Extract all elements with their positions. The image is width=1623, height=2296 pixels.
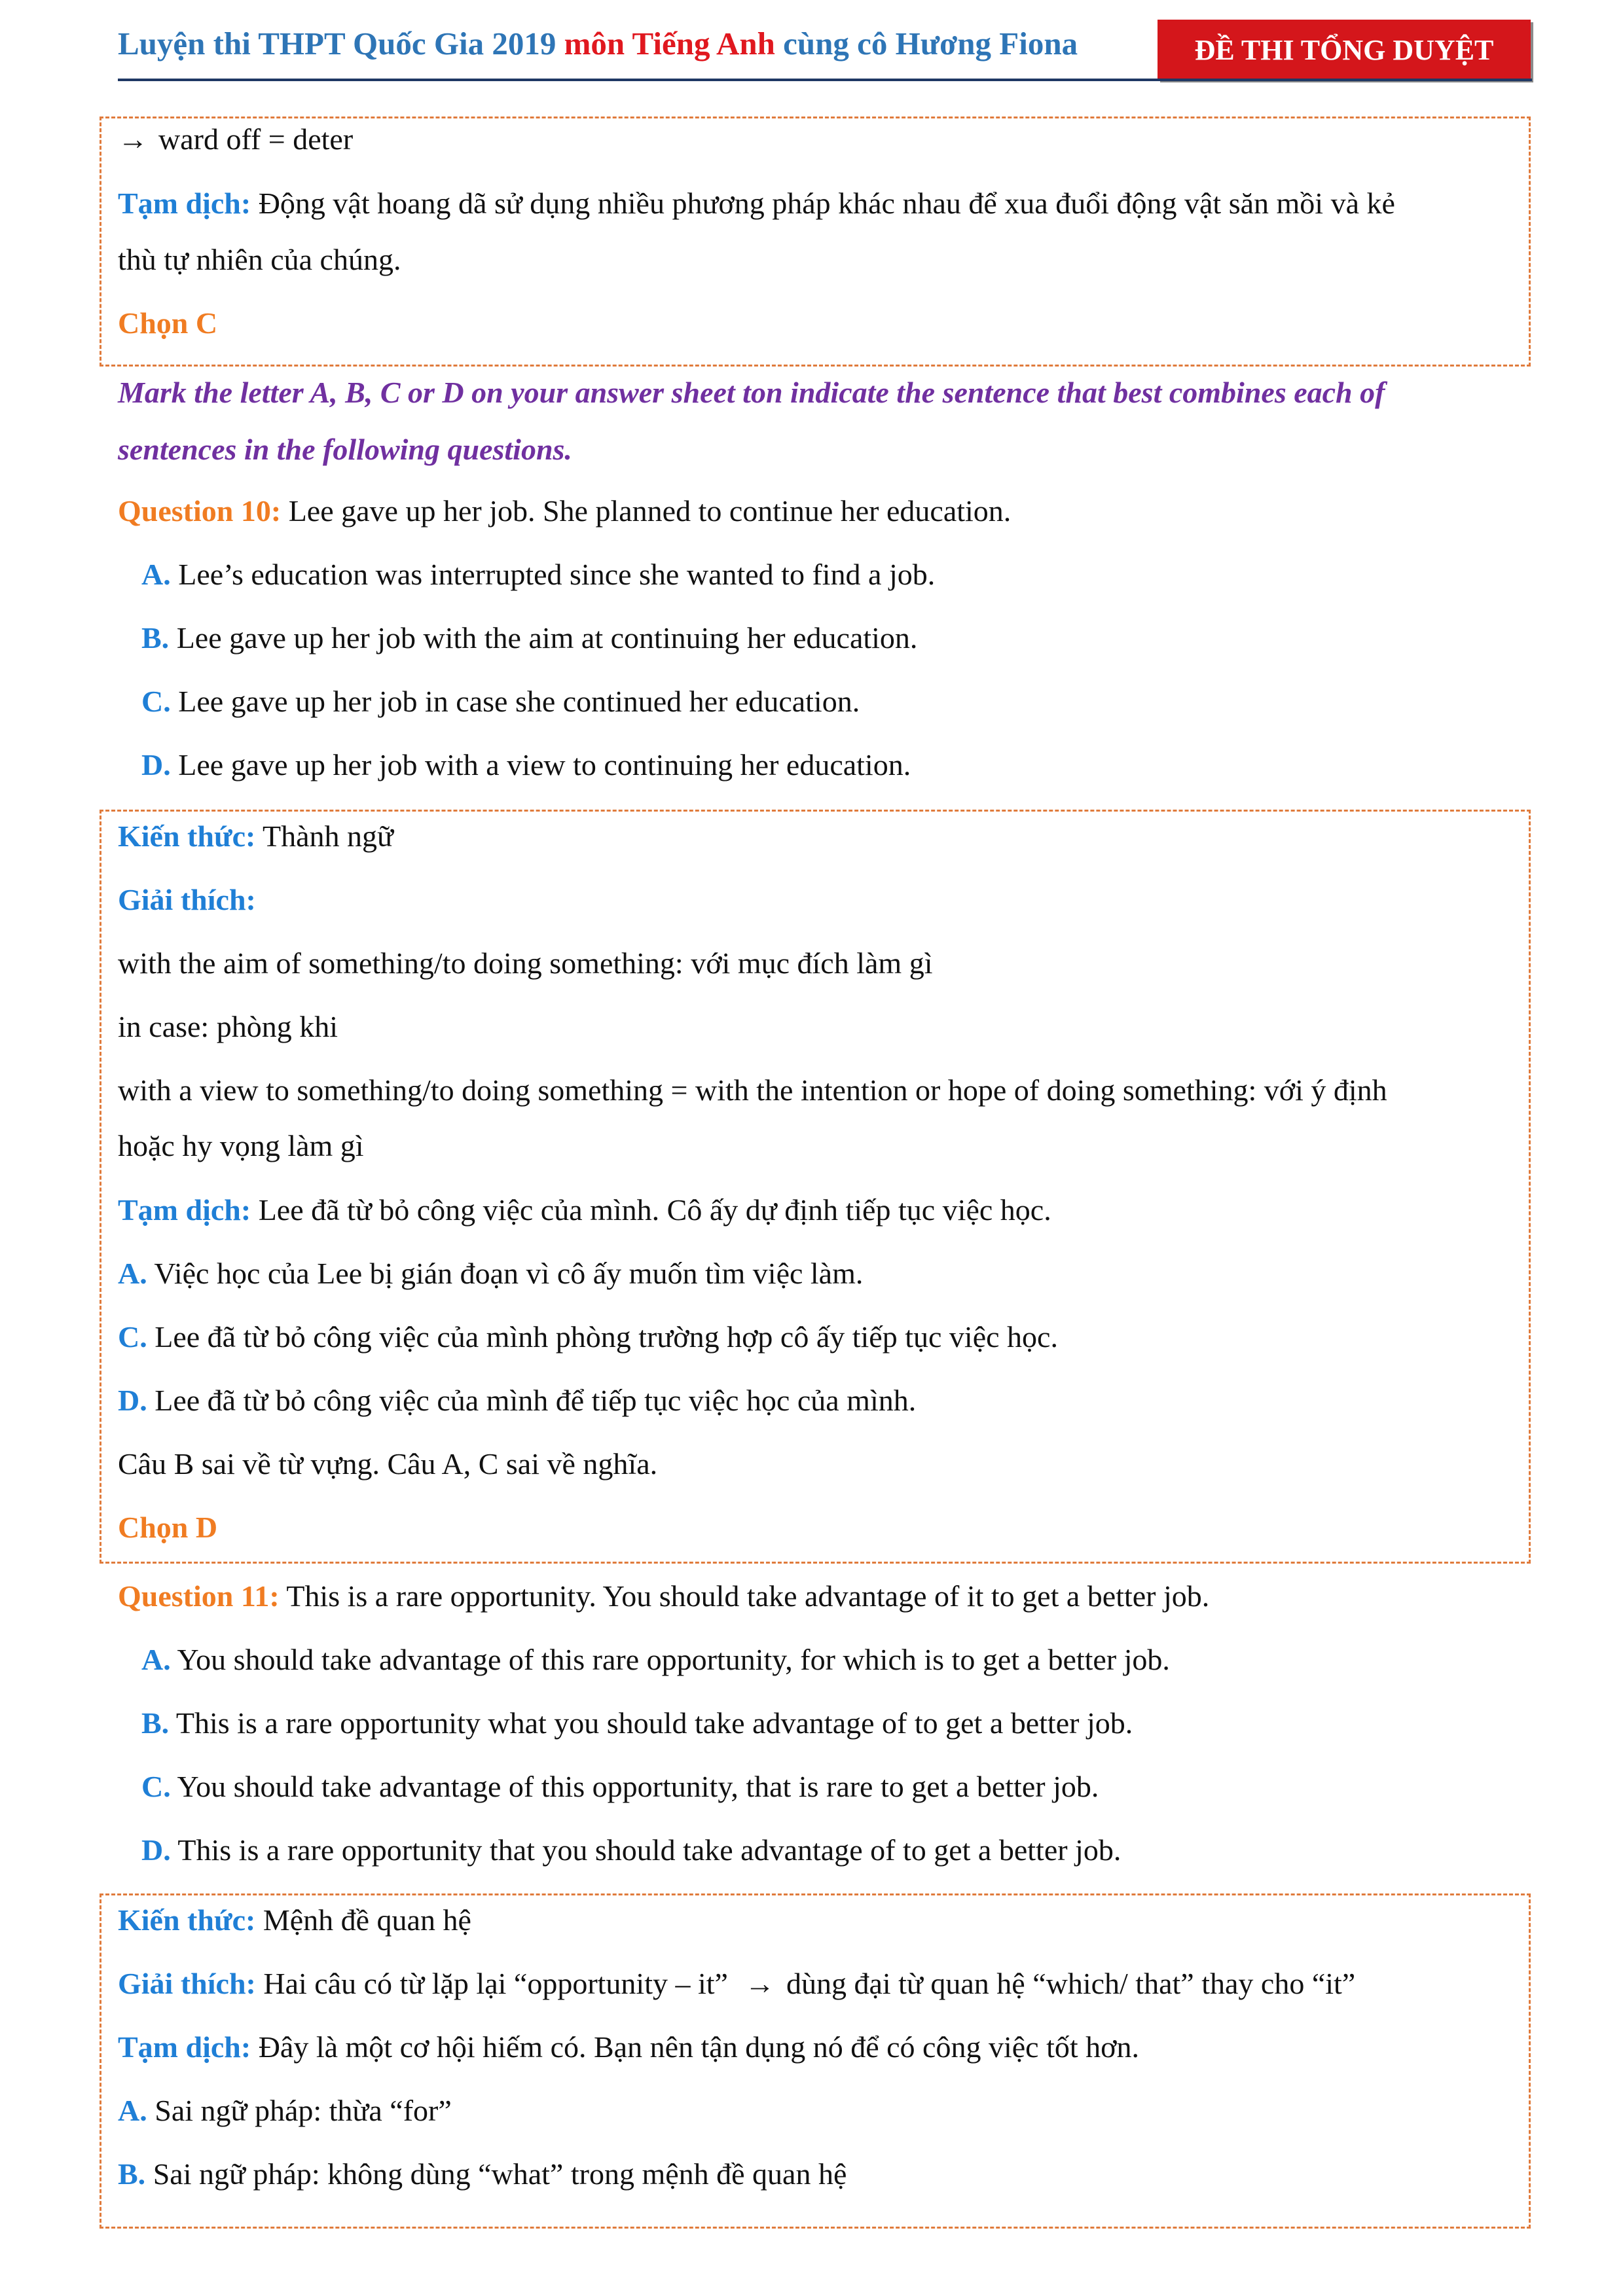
giai-thich-text-a: Hai câu có từ lặp lại “opportunity – it”	[255, 1967, 736, 2000]
q10-kien-thuc	[118, 817, 393, 855]
q10-giai-thich-label: Giải thích:	[118, 883, 256, 916]
exam-badge: ĐỀ THI TỔNG DUYỆT	[1158, 20, 1531, 80]
option-text: This is a rare opportunity what you should take advantage of to get a better job.	[169, 1706, 1133, 1740]
header-title-subject: môn Tiếng Anh	[564, 26, 775, 62]
option-letter: B.	[141, 1706, 170, 1740]
kien-thuc-label: Kiến thức:	[118, 1903, 256, 1937]
question-10-label: Question 10:	[118, 494, 282, 528]
option-letter: D.	[141, 748, 171, 781]
option-text: You should take advantage of this opportunity, that is rare to get a better job.	[170, 1770, 1099, 1803]
question-10-text: Lee gave up her job. She planned to continue her education.	[281, 494, 1012, 528]
header-title	[118, 25, 1078, 62]
right-arrow-icon: →	[118, 122, 148, 156]
q9-answer: Chọn C	[118, 306, 218, 340]
q10-tam-dich	[118, 1191, 1051, 1229]
q10-option-d[interactable]	[141, 746, 911, 784]
explain-text: Sai ngữ pháp: không dùng “what” trong mệnh đề quan hệ	[145, 2157, 847, 2191]
q10-option-b[interactable]	[141, 619, 917, 657]
ward-off-text: ward off = deter	[158, 122, 354, 156]
q11-tam-dich	[118, 2028, 1139, 2066]
option-letter: D.	[118, 1384, 147, 1417]
option-text: This is a rare opportunity that you should take advantage of to get a better job.	[170, 1833, 1122, 1867]
q10-option-c[interactable]	[141, 683, 860, 721]
option-letter: D.	[141, 1833, 171, 1867]
q10-translation-a	[118, 1255, 863, 1293]
kien-thuc-text: Thành ngữ	[255, 819, 393, 853]
q11-kien-thuc	[118, 1901, 471, 1939]
header-title-part3: cùng cô Hương Fiona	[775, 26, 1078, 62]
q9-translation-text1: Động vật hoang dã sử dụng nhiều phương pháp khác nhau để xua đuổi động vật săn mồi và kẻ	[251, 187, 1395, 220]
q11-option-d[interactable]	[141, 1831, 1121, 1869]
q10-translation-c	[118, 1318, 1058, 1356]
option-letter: A.	[141, 1643, 171, 1676]
tam-dich-label: Tạm dịch:	[118, 1193, 251, 1227]
q9-translation-line2: thù tự nhiên của chúng.	[118, 243, 401, 276]
explain-text: Sai ngữ pháp: thừa “for”	[147, 2094, 452, 2127]
tam-dich-label: Tạm dịch:	[118, 2030, 251, 2064]
q10-translation-d	[118, 1382, 916, 1420]
question-11	[118, 1577, 1209, 1615]
option-letter: C.	[118, 1320, 147, 1354]
q11-option-c[interactable]	[141, 1768, 1099, 1806]
q11-option-b[interactable]	[141, 1704, 1133, 1742]
giai-thich-text-b: dùng đại từ quan hệ “which/ that” thay cho “it”	[778, 1967, 1356, 2000]
question-11-text: This is a rare opportunity. You should take advantage of it to get a better job.	[279, 1579, 1210, 1613]
q10-explain-line2: in case: phòng khi	[118, 1010, 338, 1043]
q10-explain-line3: with a view to something/to doing something = with the intention or hope of doing something: với ý định	[118, 1073, 1387, 1107]
tam-dich-text: Lee đã từ bỏ công việc của mình. Cô ấy dự định tiếp tục việc học.	[251, 1193, 1051, 1227]
option-letter: A.	[141, 558, 171, 591]
q10-option-a[interactable]	[141, 556, 935, 594]
kien-thuc-label: Kiến thức:	[118, 819, 256, 853]
q11-explain-a	[118, 2092, 452, 2130]
q10-answer: Chọn D	[118, 1511, 218, 1544]
ward-off-line	[118, 120, 353, 158]
translation-text: Lee đã từ bỏ công việc của mình để tiếp tục việc học của mình.	[147, 1384, 917, 1417]
q10-explain-line1: with the aim of something/to doing something: với mục đích làm gì	[118, 946, 933, 980]
option-letter: C.	[141, 685, 171, 718]
option-letter: C.	[141, 1770, 171, 1803]
tam-dich-text: Đây là một cơ hội hiếm có. Bạn nên tận dụng nó để có công việc tốt hơn.	[251, 2030, 1139, 2064]
translation-text: Lee đã từ bỏ công việc của mình phòng trường hợp cô ấy tiếp tục việc học.	[147, 1320, 1058, 1354]
question-11-label: Question 11:	[118, 1579, 280, 1613]
giai-thich-label: Giải thích:	[118, 1967, 256, 2000]
q11-explain-b	[118, 2155, 847, 2193]
translation-text: Việc học của Lee bị gián đoạn vì cô ấy muốn tìm việc làm.	[147, 1257, 864, 1290]
option-letter: B.	[118, 2157, 146, 2191]
q11-giai-thich	[118, 1965, 1355, 2003]
option-text: You should take advantage of this rare opportunity, for which is to get a better job.	[170, 1643, 1170, 1676]
section-instruction-line2: sentences in the following questions.	[118, 433, 572, 466]
section-instruction-line1: Mark the letter A, B, C or D on your answer sheet ton indicate the sentence that best combines each of	[118, 376, 1385, 409]
option-text: Lee gave up her job in case she continued her education.	[170, 685, 860, 718]
option-letter: B.	[141, 621, 170, 655]
option-letter: A.	[118, 1257, 147, 1290]
header-title-part1: Luyện thi THPT Quốc Gia 2019	[118, 26, 564, 62]
right-arrow-icon: →	[744, 1967, 775, 2000]
option-text: Lee gave up her job with the aim at continuing her education.	[169, 621, 918, 655]
option-text: Lee gave up her job with a view to continuing her education.	[170, 748, 911, 781]
tam-dich-label: Tạm dịch:	[118, 187, 251, 220]
q10-note: Câu B sai về từ vựng. Câu A, C sai về nghĩa.	[118, 1447, 658, 1480]
kien-thuc-text: Mệnh đề quan hệ	[255, 1903, 471, 1937]
q11-option-a[interactable]	[141, 1641, 1170, 1679]
option-letter: A.	[118, 2094, 147, 2127]
question-10	[118, 492, 1011, 530]
header-divider	[118, 79, 1532, 81]
option-text: Lee’s education was interrupted since she wanted to find a job.	[170, 558, 936, 591]
q10-explain-line4: hoặc hy vọng làm gì	[118, 1129, 364, 1162]
q9-translation-line1	[118, 185, 1395, 223]
page-header	[118, 20, 1532, 85]
